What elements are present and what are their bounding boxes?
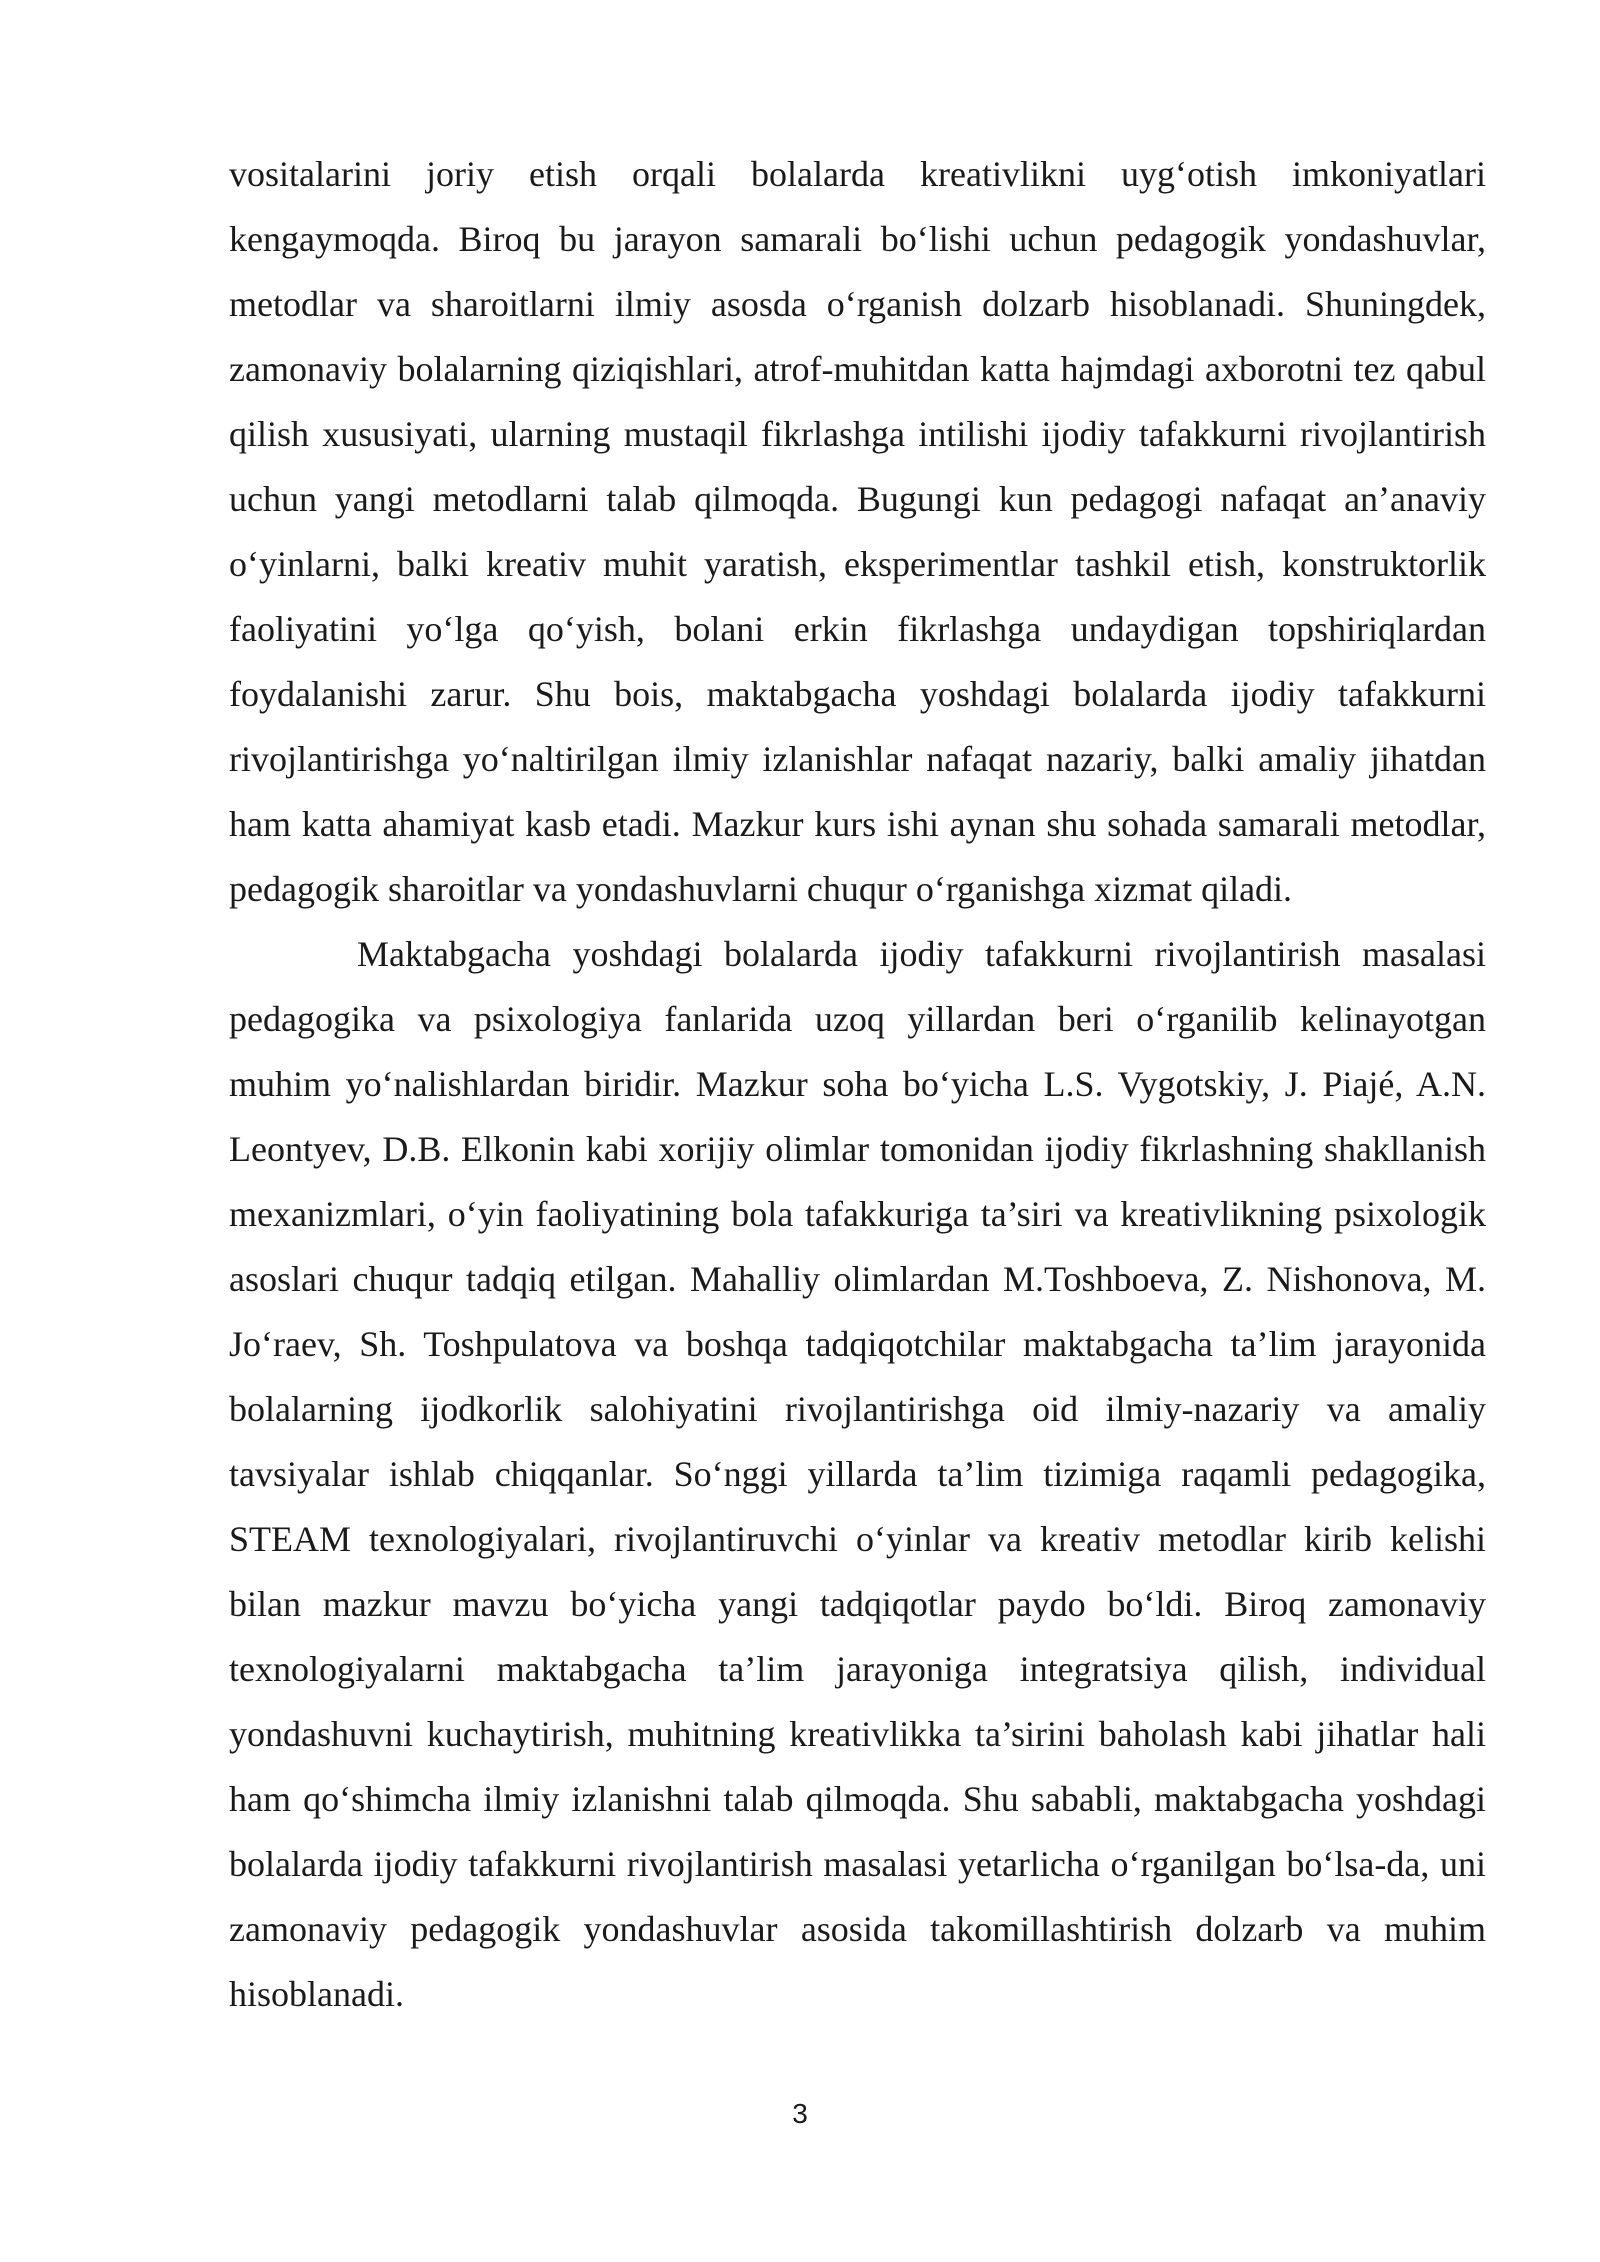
paragraph-continuation: vositalarini joriy etish orqali bolalarda kreativlikni uyg‘otish imkoniyatlari kengaymoqda. Biroq bu jarayon samarali bo‘lishi uchun pedagogik yondashuvlar, metodlar va sharoitlarni ilmiy asosda o‘rganish dolzarb hisoblanadi. Shuningdek, zamonaviy bolalarning qiziqishlari, atrof-muhitdan katta hajmdagi axborotni tez qabul qilish xususiyati, ularning mustaqil fikrlashga intilishi ijodiy tafakkurni rivojlantirish uchun yangi metodlarni talab qilmoqda. Bugungi kun pedagogi nafaqat an’anaviy o‘yinlarni, balki kreativ muhit yaratish, eksperimentlar tashkil etish, konstruktorlik faoliyatini yo‘lga qo‘yish, bolani erkin fikrlashga undaydigan topshiriqlardan foydalanishi zarur. Shu bois, maktabgacha yoshdagi bolalarda ijodiy tafakkurni rivojlantirishga yo‘naltirilgan ilmiy izlanishlar nafaqat nazariy, balki amaliy jihatdan ham katta ahamiyat kasb etadi. Mazkur kurs ishi aynan shu sohada samarali metodlar, pedagogik sharoitlar va yondashuvlarni chuqur o‘rganishga xizmat qiladi. [229, 154, 1486, 909]
page-number: 3 [792, 2098, 808, 2129]
body-text [229, 142, 1486, 2027]
paragraph-literature-review: Maktabgacha yoshdagi bolalarda ijodiy tafakkurni rivojlantirish masalasi pedagogika va psixologiya fanlarida uzoq yillardan beri o‘rganilib kelinayotgan muhim yo‘nalishlardan biridir. Mazkur soha bo‘yicha L.S. Vygotskiy, J. Piajé, A.N. Leontyev, D.B. Elkonin kabi xorijiy olimlar tomonidan ijodiy fikrlashning shakllanish mexanizmlari, o‘yin faoliyatining bola tafakkuriga ta’siri va kreativlikning psixologik asoslari chuqur tadqiq etilgan. Mahalliy olimlardan M.Toshboeva, Z. Nishonova, M. Jo‘raev, Sh. Toshpulatova va boshqa tadqiqotchilar maktabgacha ta’lim jarayonida bolalarning ijodkorlik salohiyatini rivojlantirishga oid ilmiy-nazariy va amaliy tavsiyalar ishlab chiqqanlar. So‘nggi yillarda ta’lim tizimiga raqamli pedagogika, STEAM texnologiyalari, rivojlantiruvchi o‘yinlar va kreativ metodlar kirib kelishi bilan mazkur mavzu bo‘yicha yangi tadqiqotlar paydo bo‘ldi. Biroq zamonaviy texnologiyalarni maktabgacha ta’lim jarayoniga integratsiya qilish, individual yondashuvni kuchaytirish, muhitning kreativlikka ta’sirini baholash kabi jihatlar hali ham qo‘shimcha ilmiy izlanishni talab qilmoqda. Shu sababli, maktabgacha yoshdagi bolalarda ijodiy tafakkurni rivojlantirish masalasi yetarlicha o‘rganilgan bo‘lsa-da, uni zamonaviy pedagogik yondashuvlar asosida takomillashtirish dolzarb va muhim hisoblanadi. [229, 934, 1486, 2014]
